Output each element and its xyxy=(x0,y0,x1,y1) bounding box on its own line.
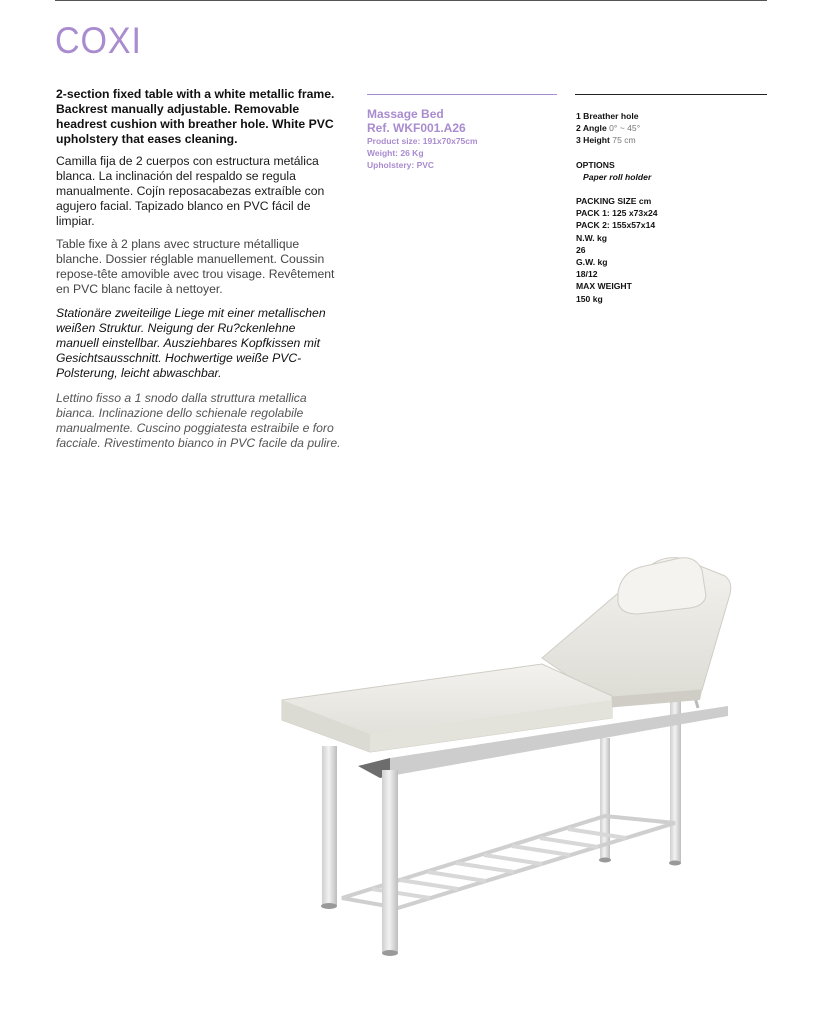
options-title: OPTIONS xyxy=(576,159,615,170)
product-ref: Ref. WKF001.A26 xyxy=(367,121,466,135)
feature-value: 75 cm xyxy=(612,135,636,146)
packing-title: PACKING SIZE cm xyxy=(576,196,652,207)
max-weight-label: MAX WEIGHT xyxy=(576,281,632,292)
top-divider xyxy=(55,0,767,1)
description-german xyxy=(56,306,341,381)
net-weight-value: 26 xyxy=(576,244,586,255)
description-french xyxy=(56,237,341,297)
net-weight-label: N.W. kg xyxy=(576,232,608,243)
max-weight-value: 150 kg xyxy=(576,293,603,304)
description-en-text: 2-section fixed table with a white metallic frame. Backrest manually adjustable. Removable headrest cushion with breather hole. White PVC upholstery that eases cleaning. xyxy=(56,87,335,146)
feature-breather-hole xyxy=(576,110,766,122)
product-name: Massage Bed xyxy=(367,107,444,121)
leg-foot xyxy=(669,861,681,866)
gross-weight-value: 18/12 xyxy=(576,269,598,280)
leg-foot xyxy=(321,903,337,909)
front-leg-left xyxy=(322,746,337,906)
product-size: Product size: 191x70x75cm xyxy=(367,136,478,146)
feature-label: 1 Breather hole xyxy=(576,111,639,121)
pack-2: PACK 2: 155x57x14 xyxy=(576,220,656,231)
description-english xyxy=(56,87,341,147)
product-upholstery: Upholstery: PVC xyxy=(367,160,435,170)
specs-panel xyxy=(576,110,766,305)
product-weight: Weight: 26 Kg xyxy=(367,148,424,158)
specs-divider xyxy=(575,94,767,95)
leg-foot xyxy=(599,858,611,863)
description-de-text: Stationäre zweiteilige Liege mit einer metallischen weißen Struktur. Neigung der Ru?ckenlehne manuell einstellbar. Ausziehbares Kopfkissen mit Gesichtsausschnitt. Hochwertige weiße PVC- Polsterung, leicht abwaschbar. xyxy=(56,306,326,380)
description-fr-text: Table fixe à 2 plans avec structure métallique blanche. Dossier réglable manuellement. Coussin repose-tête amovible avec trou visage. Revêtement en PVC blanc facile à nettoyer. xyxy=(56,237,335,296)
product-divider xyxy=(367,94,557,95)
product-info xyxy=(367,107,557,171)
feature-label: 3 Height xyxy=(576,135,610,146)
feature-value: 0° ~ 45° xyxy=(609,123,641,134)
description-spanish xyxy=(56,154,341,229)
description-italian xyxy=(56,391,341,451)
front-leg-right xyxy=(382,770,398,952)
feature-angle xyxy=(576,122,766,134)
leg-foot xyxy=(382,950,398,956)
massage-bed-image xyxy=(270,548,750,968)
spacer xyxy=(576,183,766,195)
pack-1: PACK 1: 125 x73x24 xyxy=(576,208,658,219)
headrest-cushion xyxy=(618,558,706,614)
description-it-text: Lettino fisso a 1 snodo dalla struttura metallica bianca. Inclinazione dello schienale regolabile manualmente. Cuscino poggiatesta estraibile e foro facciale. Rivestimento bianco in PVC facile da pulire. xyxy=(56,391,341,450)
gross-weight-label: G.W. kg xyxy=(576,257,608,268)
feature-height xyxy=(576,134,766,146)
brand-title: COXI xyxy=(55,20,142,61)
spacer xyxy=(576,147,766,159)
description-es-text: Camilla fija de 2 cuerpos con estructura metálica blanca. La inclinación del respaldo se regula manualmente. Cojín reposacabezas extraíble con agujero facial. Tapizado blanco en PVC fácil de limpiar. xyxy=(56,154,325,228)
feature-label: 2 Angle xyxy=(576,123,607,134)
options-item: Paper roll holder xyxy=(583,171,652,182)
